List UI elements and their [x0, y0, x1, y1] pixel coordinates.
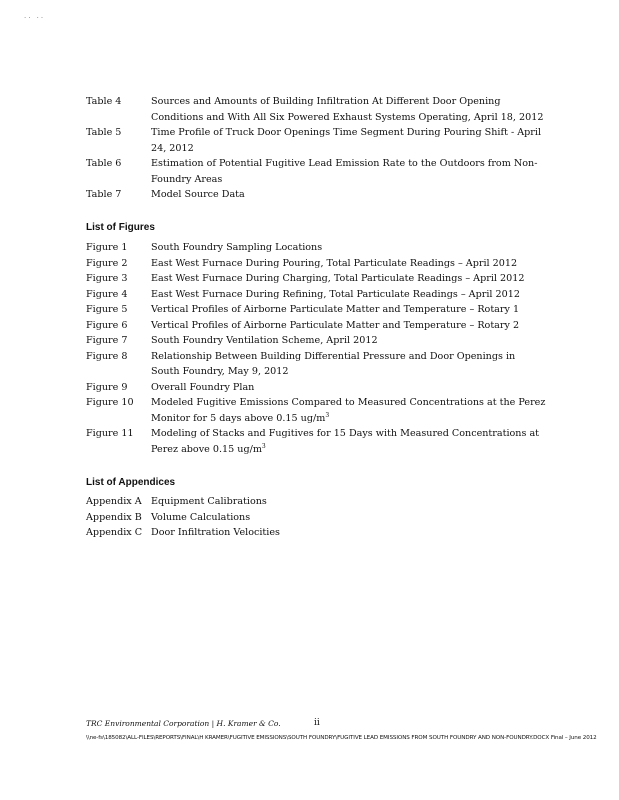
table-entry-label: Table 7 — [86, 189, 122, 200]
appendix-entry-title-text: Door Infiltration Velocities — [151, 527, 280, 538]
figure-entry-title-text: East West Furnace During Charging, Total Particulate Readings – April 2012 — [151, 273, 525, 284]
figure-entry-title — [151, 395, 546, 426]
table-entry — [86, 187, 546, 203]
appendix-entry-title — [151, 494, 546, 510]
table-entry-title — [151, 187, 546, 203]
figure-entry — [86, 380, 546, 396]
figure-entry-title — [151, 426, 546, 457]
table-entry-title — [151, 125, 546, 156]
figure-entry-label: Figure 4 — [86, 288, 128, 300]
appendix-entry-label: Appendix C — [86, 527, 143, 538]
figure-entry-title — [151, 318, 546, 334]
table-entry-label: Table 4 — [86, 96, 122, 107]
appendix-entry — [86, 525, 546, 541]
appendix-entry-title-text: Equipment Calibrations — [151, 496, 267, 507]
figure-entry-title-text: East West Furnace During Pouring, Total Particulate Readings – April 2012 — [151, 257, 518, 269]
figure-entry — [86, 271, 546, 287]
figure-entry — [86, 287, 546, 303]
figure-entry-label: Figure 10 — [86, 397, 134, 408]
figures-heading: List of Figures — [86, 222, 155, 233]
appendix-entry — [86, 494, 546, 510]
footer-path-line — [86, 735, 597, 741]
appendix-entry — [86, 510, 546, 526]
figure-entry-title-text: Modeled Fugitive Emissions Compared to Measured Concentrations at the Perez Monitor for 5 days above 0.15 ug/m — [151, 397, 546, 424]
figure-entry-title — [151, 333, 546, 349]
appendix-entry-label: Appendix B — [86, 511, 142, 523]
figure-entry-title-text: East West Furnace During Refining, Total Particulate Readings – April 2012 — [151, 288, 520, 300]
table-entry — [86, 94, 546, 125]
figure-entry — [86, 318, 546, 334]
table-entry-title-text: Time Profile of Truck Door Openings Time Segment During Pouring Shift - April 24, 2012 — [151, 127, 542, 154]
appendix-entry-label: Appendix A — [86, 496, 142, 507]
figure-entry-title-text: Relationship Between Building Differential Pressure and Door Openings in South Foundry, May 9, 2012 — [151, 350, 516, 377]
superscript: 3 — [325, 411, 330, 419]
table-entry-label: Table 5 — [86, 127, 122, 138]
appendices-heading: List of Appendices — [86, 477, 176, 488]
figure-entry — [86, 426, 546, 457]
figure-entry-label: Figure 6 — [86, 319, 128, 331]
tables-list — [86, 94, 546, 203]
figures-list — [86, 240, 546, 457]
table-entry — [86, 125, 546, 156]
figure-entry-title-text: Modeling of Stacks and Fugitives for 15 Days with Measured Concentrations at Perez above 0.15 ug/m — [151, 428, 540, 455]
footer — [86, 719, 546, 728]
figure-entry — [86, 240, 546, 256]
figure-entry-title — [151, 349, 546, 380]
appendix-entry-title — [151, 525, 546, 541]
table-entry-title-text: Model Source Data — [151, 189, 245, 200]
footer-file-path: \\ne-fs\185082\ALL-FILES\REPORTS\FINAL\H KRAMER\FUGITIVE EMISSIONS\SOUTH FOUNDRY\FUGITIVE LEAD EMISSIONS FROM SOUTH FOUNDRY AND NON-FOUNDRY.DOCX — [86, 735, 550, 741]
figure-entry-title — [151, 302, 546, 318]
appendices-list — [86, 494, 546, 541]
figure-entry-label: Figure 5 — [86, 304, 128, 315]
figure-entry-label: Figure 7 — [86, 335, 128, 346]
figure-entry-label: Figure 8 — [86, 350, 128, 362]
figure-entry-title — [151, 240, 546, 256]
figure-entry — [86, 395, 546, 426]
footer-status: Final – June 2012 — [550, 735, 597, 741]
table-entry-label: Table 6 — [86, 158, 122, 169]
figure-entry-label: Figure 1 — [86, 242, 128, 253]
appendix-entry-title-text: Volume Calculations — [151, 511, 251, 523]
figure-entry-title — [151, 380, 546, 396]
figure-entry-label: Figure 2 — [86, 257, 128, 269]
figure-entry — [86, 302, 546, 318]
figure-entry-label: Figure 9 — [86, 381, 128, 393]
figure-entry-title — [151, 287, 546, 303]
table-entry-title — [151, 156, 546, 187]
table-entry — [86, 156, 546, 187]
footer-company: TRC Environmental Corporation | H. Kramer & Co. — [86, 719, 281, 728]
table-entry-title-text: Estimation of Potential Fugitive Lead Emission Rate to the Outdoors from Non-Foundry Areas — [151, 158, 538, 185]
page-number: ii — [314, 718, 320, 728]
figure-entry-title — [151, 256, 546, 272]
figure-entry — [86, 256, 546, 272]
figure-entry-label: Figure 11 — [86, 428, 134, 439]
figure-entry-title-text: South Foundry Ventilation Scheme, April 2012 — [151, 335, 378, 346]
appendix-entry-title — [151, 510, 546, 526]
table-entry-title-text: Sources and Amounts of Building Infiltration At Different Door Opening Conditions and With All Six Powered Exhaust Systems Operating, April 18, 2012 — [151, 96, 544, 123]
table-entry-title — [151, 94, 546, 125]
figure-entry-title-text: Overall Foundry Plan — [151, 381, 255, 393]
figure-entry — [86, 333, 546, 349]
figure-entry — [86, 349, 546, 380]
figure-entry-title — [151, 271, 546, 287]
figure-entry-label: Figure 3 — [86, 273, 128, 284]
figure-entry-title-text: South Foundry Sampling Locations — [151, 242, 323, 253]
corner-mark: .. .. — [24, 12, 46, 20]
figure-entry-title-text: Vertical Profiles of Airborne Particulate Matter and Temperature – Rotary 1 — [151, 304, 520, 315]
superscript: 3 — [261, 442, 266, 450]
figure-entry-title-text: Vertical Profiles of Airborne Particulate Matter and Temperature – Rotary 2 — [151, 319, 520, 331]
